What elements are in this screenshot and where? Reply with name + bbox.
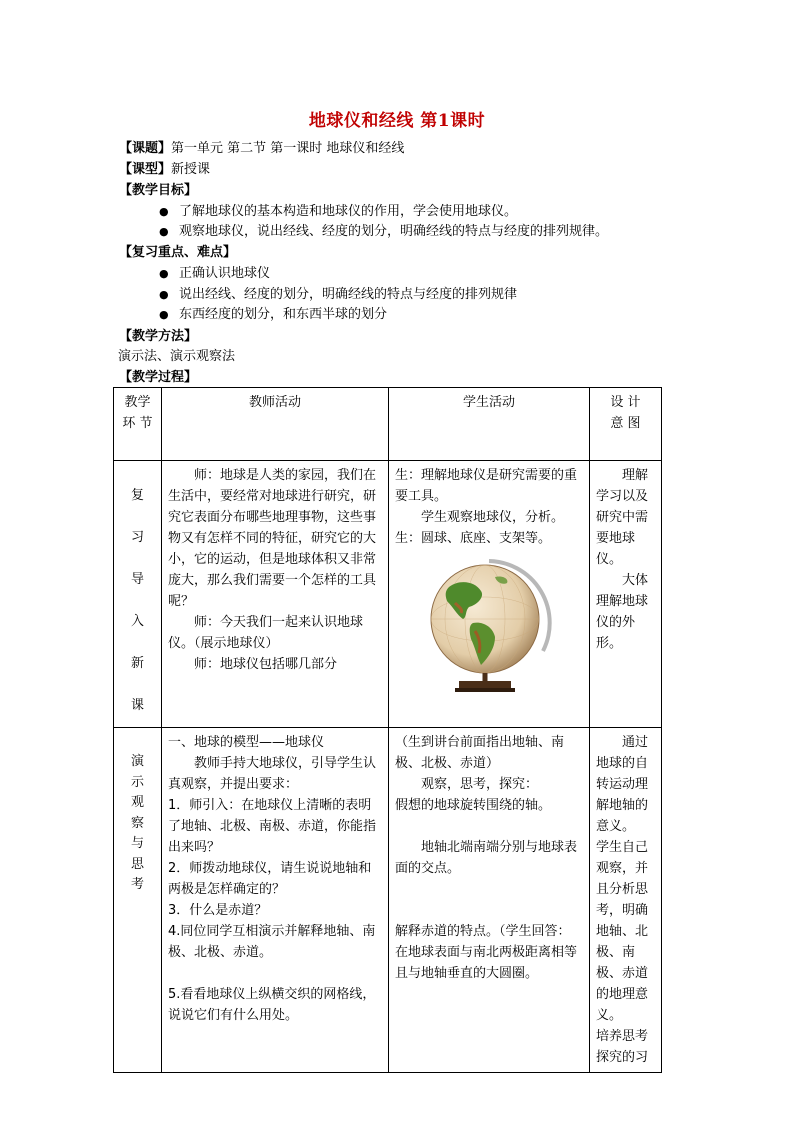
topic-value: 第一单元 第二节 第一课时 地球仪和经线 [171, 141, 405, 156]
keypoint-item: ● 说出经线、经度的划分，明确经线的特点与经度的排列规律 [159, 285, 517, 305]
page-title: 地球仪和经线 第1课时 [308, 111, 486, 131]
keypoints-heading: 【复习重点、难点】 [119, 245, 237, 260]
keypoint-item: ● 正确认识地球仪 [159, 264, 270, 284]
design-cell: 通过地球的自转运动理解地轴的意义。 学生自己观察，并且分析思考，明确地轴、北极、南极、赤道的地理意义。 培养思考探究的习 [590, 728, 662, 1073]
table-row [114, 461, 662, 728]
process-heading: 【教学过程】 [119, 370, 198, 385]
bullet-icon: ● [159, 288, 169, 301]
process-table [113, 387, 662, 1073]
goal-item: ● 观察地球仪，说出经线、经度的划分，明确经线的特点与经度的排列规律。 [159, 222, 608, 242]
globe-illustration [425, 557, 553, 697]
header-design: 设 计 意 图 [590, 388, 662, 461]
table-header-row [114, 388, 662, 461]
topic-line [119, 139, 404, 159]
bullet-icon: ● [159, 225, 169, 238]
teacher-cell: 一、地球的模型——地球仪 教师手持大地球仪，引导学生认真观察，并提出要求： 1．师引入：在地球仪上清晰的表明了地轴、北极、南极、赤道，你能指出来吗？ 2．师拨动地球仪，请生说说地轴和两极是怎样确定的？ 3．什么是赤道？ 4.同位同学互相演示并解释地轴、南极、北极、赤道。 5.看看地球仪上纵横交织的网格线，说说它们有什么用处。 [162, 728, 389, 1073]
teacher-cell: 师：地球是人类的家园，我们在生活中，要经常对地球进行研究，研究它表面分布哪些地理事物，这些事物又有怎样不同的特征，研究它的大小，它的运动，但是地球体积又非常庞大，那么我们需要一个怎样的工具呢？ 师：今天我们一起来认识地球仪。（展示地球仪） 师：地球仪包括哪几部分 [162, 461, 389, 728]
method-heading: 【教学方法】 [119, 329, 198, 344]
type-line [119, 160, 210, 180]
bullet-icon: ● [159, 205, 169, 218]
header-student: 学生活动 [389, 388, 590, 461]
bullet-icon: ● [159, 308, 169, 321]
header-teacher: 教师活动 [162, 388, 389, 461]
design-cell: 理解学习以及研究中需要地球仪。 大体理解地球仪的外形。 [590, 461, 662, 728]
type-value: 新授课 [171, 162, 211, 177]
student-cell: （生到讲台前面指出地轴、南极、北极、赤道） 观察，思考，探究： 假想的地球旋转围绕的轴。 地轴北端南端分别与地球表面的交点。 解释赤道的特点。（学生回答：在地球表面与南北两极距离相等且与地轴垂直的大圆圈。 [389, 728, 590, 1073]
goal-item: ● 了解地球仪的基本构造和地球仪的作用，学会使用地球仪。 [159, 202, 517, 222]
method-value: 演示法、演示观察法 [118, 349, 236, 364]
stage-cell: 演 示 观 察 与 思 考 [114, 728, 162, 1073]
header-stage: 教学 环 节 [114, 388, 162, 461]
type-label: 【课型】 [119, 162, 172, 177]
keypoint-item: ● 东西经度的划分，和东西半球的划分 [159, 305, 387, 325]
goals-heading: 【教学目标】 [119, 183, 198, 198]
bullet-icon: ● [159, 267, 169, 280]
student-cell: 生：理解地球仪是研究需要的重要工具。 学生观察地球仪，分析。 生：圆球、底座、支架等。 [389, 461, 590, 728]
topic-label: 【课题】 [119, 141, 172, 156]
stage-cell: 复 习 导 入 新 课 [114, 461, 162, 728]
table-row [114, 728, 662, 1073]
